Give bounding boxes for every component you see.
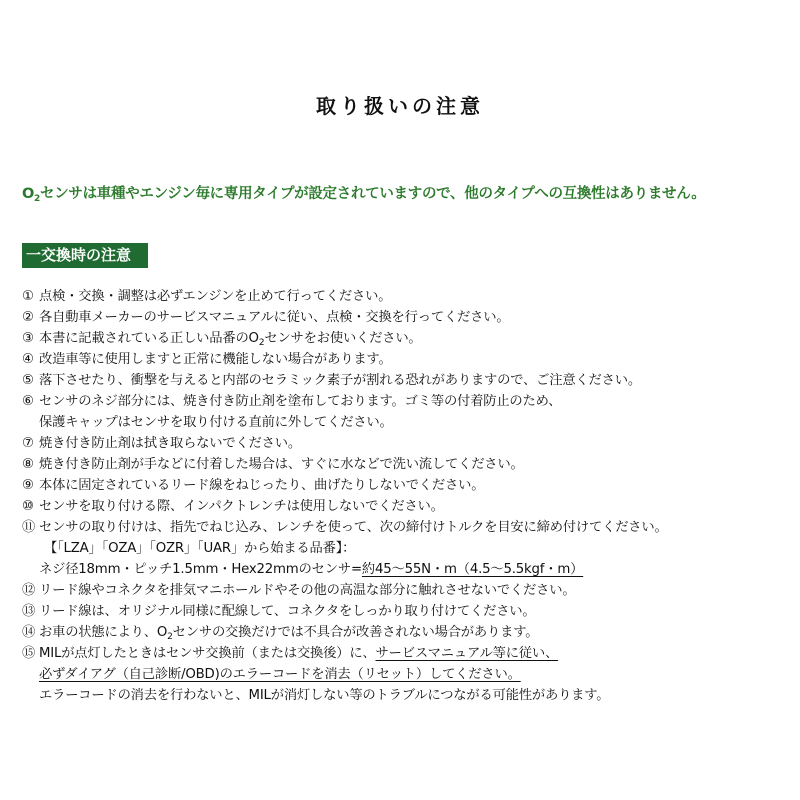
item-text: リード線やコネクタを排気マニホールドやその他の高温な部分に触れさせないでください。 <box>39 583 576 598</box>
precaution-list <box>22 286 782 706</box>
item-text: 【「LZA」「OZA」「OZR」「UAR」から始まる品番】： <box>44 541 356 556</box>
item-text: センサの取り付けは、指先でねじ込み、レンチを使って、次の締付けトルクを目安に締め付けてください。 <box>39 520 668 535</box>
item-number: ② <box>22 310 34 325</box>
list-item <box>22 307 782 328</box>
item-text: リード線は、オリジナル同様に配線して、コネクタをしっかり取り付けてください。 <box>39 604 536 619</box>
subscript: 2 <box>258 338 265 348</box>
item-text: エラーコードの消去を行わないと、MILが消灯しない等のトラブルにつながる可能性があります。 <box>39 688 610 703</box>
item-text: 焼き付き防止剤は拭き取らないでください。 <box>39 436 301 451</box>
list-item <box>22 475 782 496</box>
underlined-text: 約45～55N・m（4.5～5.5kgf・m） <box>361 562 584 577</box>
item-text: MILが点灯したときはセンサ交換前（または交換後）に、 <box>39 646 376 661</box>
item-number: ⑩ <box>22 499 34 514</box>
item-number: ⑧ <box>22 457 34 472</box>
item-text: 保護キャップはセンサを取り付ける直前に外してください。 <box>39 415 393 430</box>
item-number: ④ <box>22 352 34 367</box>
list-item <box>22 412 782 433</box>
lead-subscript: 2 <box>34 194 40 204</box>
list-item <box>22 622 782 643</box>
section-heading: 一交換時の注意 <box>22 243 148 268</box>
item-number: ⑫ <box>22 583 36 598</box>
page-title: 取り扱いの注意 <box>316 94 484 118</box>
list-item <box>22 664 782 685</box>
item-number: ⑪ <box>22 520 36 535</box>
item-text: 点検・交換・調整は必ずエンジンを止めて行ってください。 <box>39 289 392 304</box>
item-text: センサをお使いください。 <box>264 331 422 346</box>
item-text: センサの交換だけでは不具合が改善されない場合があります。 <box>172 625 539 640</box>
list-item <box>22 559 782 580</box>
item-text: 焼き付き防止剤が手などに付着した場合は、すぐに水などで洗い流してください。 <box>39 457 524 472</box>
item-number: ⑭ <box>22 625 36 640</box>
compatibility-notice <box>22 182 792 203</box>
list-item <box>22 454 782 475</box>
list-item <box>22 517 782 538</box>
list-item <box>22 370 782 391</box>
list-item <box>22 391 782 412</box>
item-number: ⑮ <box>22 646 36 661</box>
item-text: 各自動車メーカーのサービスマニュアルに従い、点検・交換を行ってください。 <box>39 310 510 325</box>
item-text: 本書に記載されている正しい品番のO <box>39 331 259 346</box>
list-item <box>22 538 782 559</box>
list-item <box>22 601 782 622</box>
subscript: 2 <box>167 632 173 642</box>
list-item <box>22 580 782 601</box>
item-number: ⑤ <box>22 373 34 388</box>
list-item <box>22 685 782 706</box>
item-text: お車の状態により、O <box>39 625 168 640</box>
item-text: センサのネジ部分には、焼き付き防止剤を塗布しております。ゴミ等の付着防止のため、 <box>39 394 562 409</box>
lead-text-pre: O <box>22 186 35 202</box>
item-text: 落下させたり、衝撃を与えると内部のセラミック素子が割れる恐れがありますので、ご注意ください。 <box>39 373 641 388</box>
list-item <box>22 643 782 664</box>
item-number: ③ <box>22 331 34 346</box>
list-item <box>22 328 782 349</box>
item-number: ⑥ <box>22 394 34 409</box>
list-item <box>22 496 782 517</box>
underlined-text: サービスマニュアル等に従い、 <box>375 646 559 661</box>
underlined-text: 必ずダイアグ（自己診断/OBD)のエラーコードを消去（リセット）してください。 <box>39 667 521 682</box>
item-number: ⑦ <box>22 436 34 451</box>
list-item <box>22 286 782 307</box>
item-text: ネジ径18mm・ピッチ1.5mm・Hex22mmのセンサ= <box>39 562 362 577</box>
item-text: 改造車等に使用しますと正常に機能しない場合があります。 <box>39 352 392 367</box>
item-number: ⑬ <box>22 604 36 619</box>
item-number: ① <box>22 289 34 304</box>
lead-text-post: センサは車種やエンジン毎に専用タイプが設定されていますので、他のタイプへの互換性はありません。 <box>40 186 706 202</box>
item-text: センサを取り付ける際、インパクトレンチは使用しないでください。 <box>39 499 444 514</box>
item-text: 本体に固定されているリード線をねじったり、曲げたりしないでください。 <box>39 478 485 493</box>
list-item <box>22 349 782 370</box>
item-number: ⑨ <box>22 478 34 493</box>
list-item <box>22 433 782 454</box>
